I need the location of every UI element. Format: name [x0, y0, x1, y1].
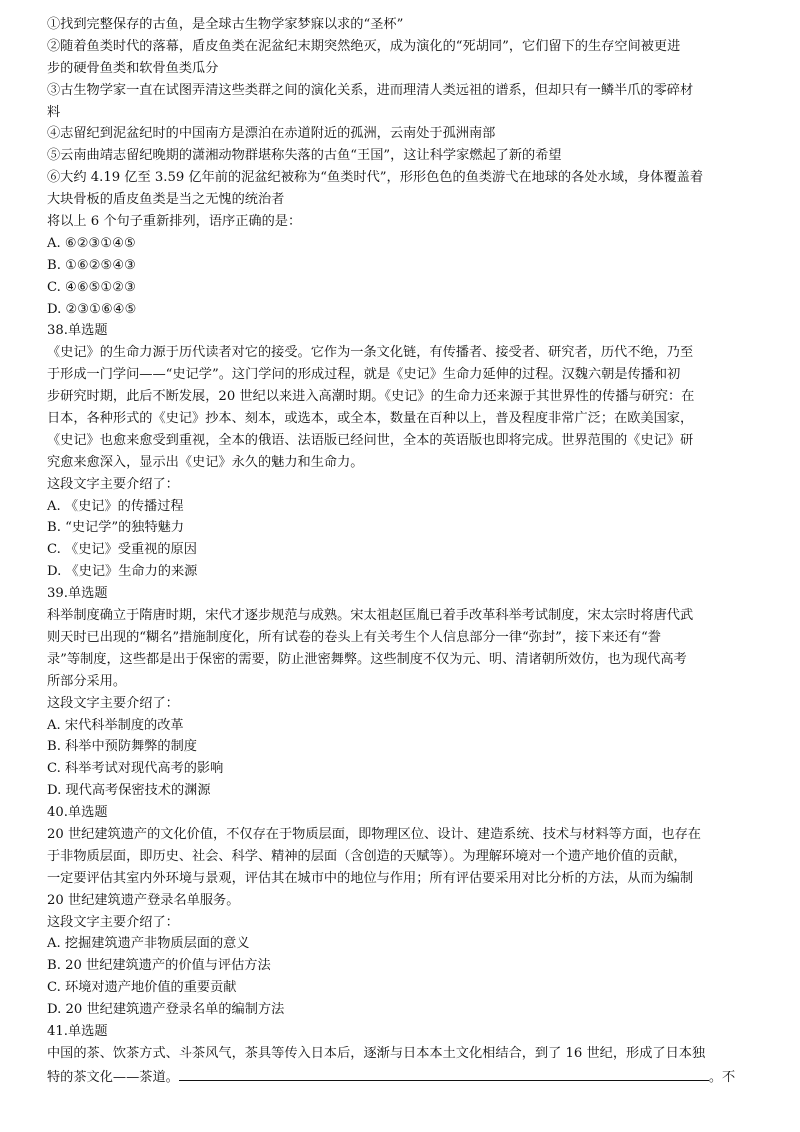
option-d[interactable]: D. 现代高考保密技术的渊源	[47, 783, 211, 799]
question-prompt: 这段文字主要介绍了：	[47, 476, 179, 492]
passage-line: 则天时已出现的“糊名”措施制度化，所有试卷的卷头上有关考生个人信息部分一律“弥封”，接下来还有“誊	[47, 629, 661, 645]
passage-line: 《史记》的生命力源于历代读者对它的接受。它作为一条文化链，有传播者、接受者、研究者，历代不绝，乃至	[47, 345, 694, 361]
sentence-line: ③古生物学家一直在试图弄清这些类群之间的演化关系，进而理清人类远祖的谱系，但却只有一鳞半爪的零碎材	[47, 82, 694, 98]
passage-line: 所部分采用。	[47, 673, 127, 689]
sentence-line: 步的硬骨鱼类和软骨鱼类瓜分	[47, 60, 219, 76]
q37-sentences	[47, 14, 753, 211]
sentence-line: 大块骨板的盾皮鱼类是当之无愧的统治者	[47, 192, 285, 208]
passage-line: 一定要评估其室内外环境与景观，评估其在城市中的地位与作用；所有评估要采用对比分析的方法，从而为编制	[47, 870, 694, 886]
option-b[interactable]: B. ①⑥②⑤④③	[47, 257, 137, 273]
question-prompt: 将以上 6 个句子重新排列，语序正确的是：	[47, 214, 302, 230]
passage-line: 步研究时期，此后不断发展，20 世纪以来进入高潮时期。《史记》的生命力还来源于其世界性的传播与研究：在	[47, 389, 695, 405]
question-header: 41.单选题	[47, 1023, 108, 1039]
passage-line: 科举制度确立于隋唐时期，宋代才逐步规范与成熟。宋太祖赵匡胤已着手改革科举考试制度，宋太宗时将唐代武	[47, 608, 694, 624]
question-header: 40.单选题	[47, 805, 108, 821]
passage-line: 20 世纪建筑遗产的文化价值，不仅存在于物质层面，即物理区位、设计、建造系统、技术与材料等方面，也存在	[47, 826, 701, 842]
option-a[interactable]: A. 挖掘建筑遗产非物质层面的意义	[47, 936, 250, 952]
fill-in-blank	[179, 1065, 709, 1081]
option-c[interactable]: C. ④⑥⑤①②③	[47, 279, 136, 295]
passage-line: 究愈来愈深入，显示出《史记》永久的魅力和生命力。	[47, 454, 364, 470]
passage-text: 特的茶文化——茶道。	[47, 1069, 179, 1085]
passage-line: 中国的茶、饮茶方式、斗茶风气，茶具等传入日本后，逐渐与日本本土文化相结合，到了 16 世纪，形成了日本独	[47, 1045, 706, 1061]
option-a[interactable]: A. ⑥②③①④⑤	[47, 235, 136, 251]
question-header: 39.单选题	[47, 586, 108, 602]
option-c[interactable]: C. 《史记》受重视的原因	[47, 542, 197, 558]
option-a[interactable]: A. 《史记》的传播过程	[47, 498, 184, 514]
passage-text: 。不	[708, 1069, 736, 1085]
sentence-line: ⑥大约 4.19 亿至 3.59 亿年前的泥盆纪被称为“鱼类时代”，形形色色的鱼类游弋在地球的各处水域，身体覆盖着	[47, 170, 704, 186]
option-c[interactable]: C. 环境对遗产地价值的重要贡献	[47, 980, 237, 996]
option-d[interactable]: D. 《史记》生命力的来源	[47, 564, 198, 580]
passage-line: 《史记》也愈来愈受到重视，全本的俄语、法语版已经问世，全本的英语版也即将完成。世界范围的《史记》研	[47, 432, 694, 448]
passage-line: 20 世纪建筑遗产登录名单服务。	[47, 892, 240, 908]
option-d[interactable]: D. 20 世纪建筑遗产登录名单的编制方法	[47, 1002, 285, 1018]
passage-line: 日本，各种形式的《史记》抄本、刻本，或选本，或全本，数量在百种以上，普及程度非常广泛；在欧美国家，	[47, 411, 694, 427]
option-b[interactable]: B. 20 世纪建筑遗产的价值与评估方法	[47, 958, 271, 974]
passage-line: 于形成一门学问——“史记学”。这门学问的形成过程，就是《史记》生命力延伸的过程。汉魏六朝是传播和初	[47, 367, 681, 383]
option-d[interactable]: D. ②③①⑥④⑤	[47, 301, 137, 317]
option-c[interactable]: C. 科举考试对现代高考的影响	[47, 761, 224, 777]
option-b[interactable]: B. “史记学”的独特魅力	[47, 520, 185, 536]
passage-line	[47, 1065, 753, 1087]
question-prompt: 这段文字主要介绍了：	[47, 914, 179, 930]
sentence-line: ④志留纪到泥盆纪时的中国南方是漂泊在赤道附近的孤洲，云南处于孤洲南部	[47, 126, 496, 142]
passage-line: 于非物质层面，即历史、社会、科学、精神的层面（含创造的天赋等）。为理解环境对一个遗产地价值的贡献，	[47, 848, 687, 864]
question-header: 38.单选题	[47, 323, 108, 339]
document-page	[47, 14, 753, 1087]
sentence-line: ⑤云南曲靖志留纪晚期的潇湘动物群堪称失落的古鱼“王国”，这让科学家燃起了新的希望	[47, 148, 562, 164]
question-prompt: 这段文字主要介绍了：	[47, 695, 179, 711]
option-b[interactable]: B. 科举中预防舞弊的制度	[47, 739, 197, 755]
sentence-line: ②随着鱼类时代的落幕，盾皮鱼类在泥盆纪末期突然绝灭，成为演化的“死胡同”，它们留下的生存空间被更进	[47, 38, 681, 54]
option-a[interactable]: A. 宋代科举制度的改革	[47, 717, 184, 733]
passage-line: 录”等制度，这些都是出于保密的需要，防止泄密舞弊。这些制度不仅为元、明、清诸朝所效仿，也为现代高考	[47, 651, 687, 667]
sentence-line: ①找到完整保存的古鱼，是全球古生物学家梦寐以求的“圣杯”	[47, 17, 404, 32]
sentence-line: 料	[47, 104, 61, 120]
